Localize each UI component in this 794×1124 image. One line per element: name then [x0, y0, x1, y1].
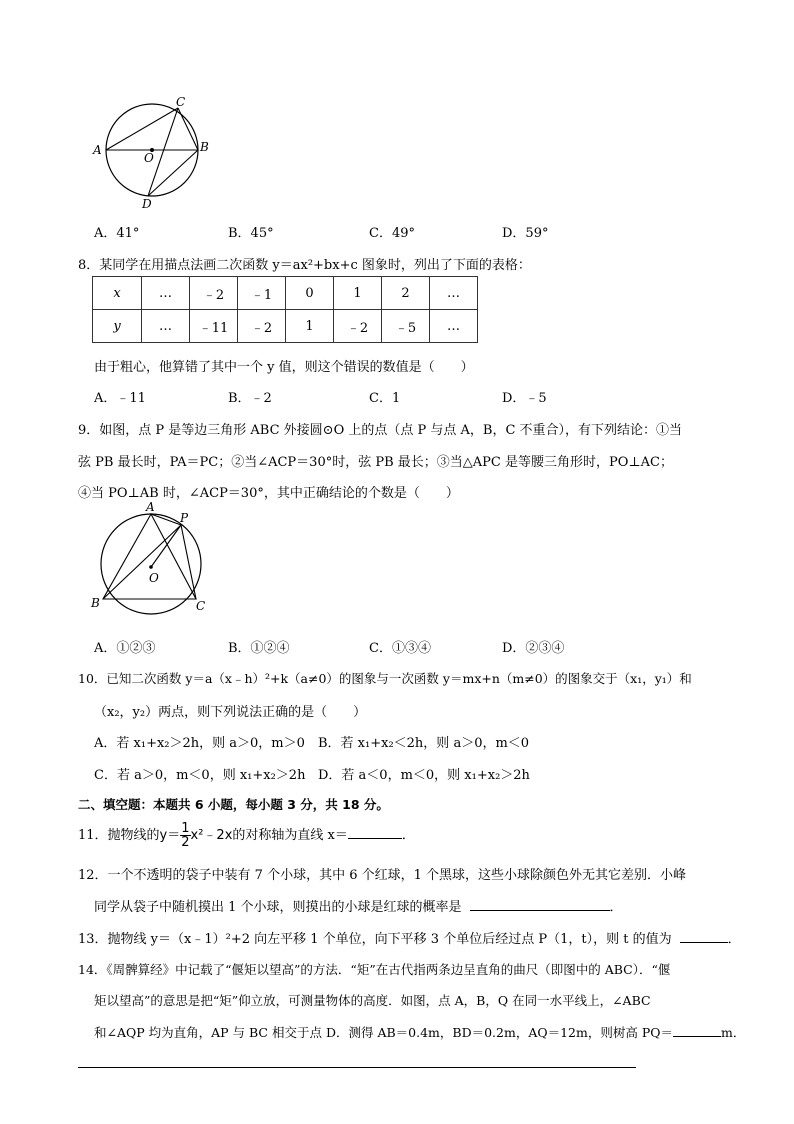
label-o: O — [149, 571, 159, 585]
q7-option-b: B．45° — [228, 226, 274, 241]
q9-option-d: D．②③④ — [502, 641, 565, 656]
label-b: B — [200, 140, 209, 154]
q14-answer-blank[interactable] — [673, 1036, 721, 1037]
q13-line — [78, 928, 741, 947]
center-dot — [149, 565, 153, 569]
q11-answer-blank[interactable] — [348, 838, 402, 839]
table-cell: ﹣1 — [238, 277, 286, 310]
table-cell: ﹣5 — [382, 310, 430, 343]
table-cell: y — [93, 310, 142, 343]
table-cell: ﹣11 — [190, 310, 238, 343]
q9-option-c: C．①③④ — [369, 641, 431, 656]
q8-option-d: D．﹣5 — [502, 391, 547, 406]
q10-line-1: 10．已知二次函数 y＝a（x﹣h）²+k（a≠0）的图象与一次函数 y＝mx+n（m≠0）的图象交于（x₁，y₁）和 — [78, 671, 692, 686]
chord-pb — [103, 525, 181, 599]
q14-line-2: 矩以望高”的意思是把“矩”仰立放，可测量物体的高度．如图，点 A，B，Q 在同一水平线上，∠ABC — [94, 993, 651, 1008]
q14-line-1: 14．《周髀算经》中记载了“偃矩以望高”的方法．“矩”在古代指两条边呈直角的曲尺（即图中的 ABC）．“偃 — [78, 962, 671, 977]
label-c: C — [176, 95, 186, 109]
label-o: O — [144, 151, 154, 165]
table-cell: … — [430, 277, 478, 310]
q13-answer-blank[interactable] — [680, 942, 728, 943]
table-cell: 1 — [286, 310, 334, 343]
q7-option-d: D．59° — [502, 226, 549, 241]
label-a: A — [146, 500, 155, 514]
label-p: P — [180, 511, 189, 525]
table-cell: ﹣2 — [238, 310, 286, 343]
q8-option-b: B．﹣2 — [228, 391, 272, 406]
q10-option-d: D．若 a＜0，m＜0，则 x₁+x₂＞2h — [318, 768, 530, 783]
q12-answer-blank[interactable] — [470, 910, 610, 911]
q11-line — [78, 822, 415, 849]
table-cell: ﹣2 — [334, 310, 382, 343]
table-row — [93, 277, 478, 310]
q12-line-2 — [94, 896, 623, 915]
table-cell: x — [93, 277, 142, 310]
q14-line-3 — [94, 1023, 745, 1041]
q9-line-3: ④当 PO⊥AB 时，∠ACP＝30°，其中正确结论的个数是（ ） — [78, 486, 459, 501]
q14-end: m． — [721, 1025, 746, 1040]
label-b: B — [91, 596, 100, 610]
q8-value-table — [92, 276, 478, 343]
label-d: D — [142, 197, 152, 210]
q9-option-a: A．①②③ — [94, 641, 156, 656]
footer-rule — [78, 1067, 636, 1068]
q11-suffix: 的对称轴为直线 x＝ — [232, 828, 348, 843]
q10-option-a: A．若 x₁+x₂＞2h，则 a＞0，m＞0 — [94, 736, 305, 751]
q10-option-c: C．若 a＞0，m＜0，则 x₁+x₂＞2h — [94, 768, 306, 783]
q12-line-1: 12．一个不透明的袋子中装有 7 个小球，其中 6 个红球，1 个黑球，这些小球除颜色外无其它差别．小峰 — [78, 868, 687, 883]
q8-option-a: A．﹣11 — [94, 391, 146, 406]
label-c: C — [196, 599, 206, 613]
q9-option-b: B．①②④ — [228, 641, 290, 656]
q11-expression: x²﹣2x — [190, 828, 233, 843]
q11-denominator: 2 — [181, 835, 190, 850]
q12-end: ． — [609, 900, 623, 915]
chord-ac — [106, 108, 178, 150]
q8-stem: 8．某同学在用描点法画二次函数 y＝ax²+bx+c 图象时，列出了下面的表格： — [78, 258, 531, 273]
q11-numerator: 1 — [181, 821, 190, 836]
q9-line-2: 弦 PB 最长时，PA＝PC；②当∠ACP＝30°时，弦 PB 最长；③当△APC 是等腰三角形时，PO⊥AC； — [78, 455, 673, 470]
section-heading-fill-in: 二、填空题：本题共 6 小题，每小题 3 分，共 18 分。 — [78, 797, 389, 812]
table-cell: … — [430, 310, 478, 343]
q11-fraction — [180, 822, 190, 849]
q11-y: y＝ — [159, 828, 181, 843]
q9-circle-figure — [86, 500, 216, 618]
q13-end: ． — [727, 932, 741, 947]
q7-option-c: C．49° — [369, 226, 415, 241]
segment-po — [151, 525, 181, 567]
chord-pc — [181, 525, 196, 599]
q8-option-c: C．1 — [369, 391, 401, 406]
table-cell: ﹣2 — [190, 277, 238, 310]
table-row — [93, 310, 478, 343]
q11-prefix: 11．抛物线的 — [78, 828, 160, 843]
q10-line-2: （x₂，y₂）两点，则下列说法正确的是（ ） — [94, 705, 367, 720]
q7-option-a: A．41° — [94, 226, 140, 241]
chord-cb — [178, 108, 198, 150]
table-cell: 0 — [286, 277, 334, 310]
q11-end: ． — [401, 828, 415, 843]
table-cell: 1 — [334, 277, 382, 310]
q10-option-b: B．若 x₁+x₂＜2h，则 a＞0，m＜0 — [318, 736, 530, 751]
table-cell: … — [142, 310, 190, 343]
q12-text: 同学从袋子中随机摸出 1 个小球，则摸出的小球是红球的概率是 — [94, 900, 462, 915]
label-a: A — [93, 143, 102, 157]
table-cell: 2 — [382, 277, 430, 310]
table-cell: … — [142, 277, 190, 310]
q7-circle-figure — [86, 94, 216, 210]
q13-text: 13．抛物线 y＝（x﹣1）²+2 向左平移 1 个单位，向下平移 3 个单位后经过点 P（1，t），则 t 的值为 — [78, 932, 672, 947]
q9-line-1: 9．如图，点 P 是等边三角形 ABC 外接圆⊙O 上的点（点 P 与点 A，B，C 不重合），有下列结论：①当 — [78, 423, 683, 438]
q14-text: 和∠AQP 均为直角，AP 与 BC 相交于点 D．测得 AB＝0.4m，BD＝0.2m，AQ＝12m，则树高 PQ＝ — [94, 1025, 673, 1040]
q8-followup: 由于粗心，他算错了其中一个 y 值，则这个错误的数值是（ ） — [94, 360, 474, 375]
